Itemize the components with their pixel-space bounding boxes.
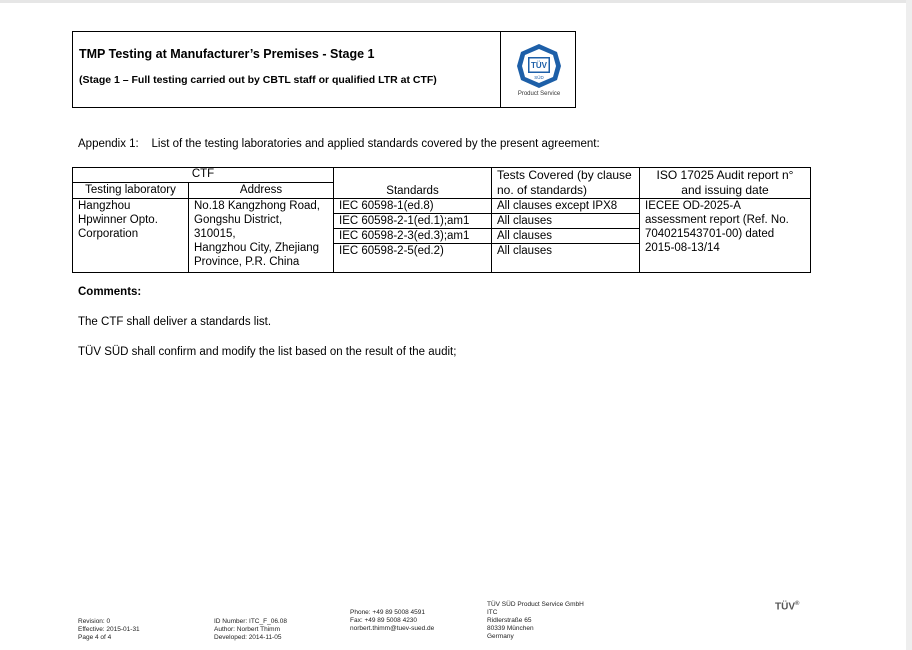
- appendix-text: List of the testing laboratories and applied standards covered by the present agreement:: [151, 138, 600, 150]
- tests-header: Tests Covered (by clause no. of standards): [492, 168, 640, 199]
- table-row: [73, 199, 811, 214]
- footer-line: ID Number: ITC_F_06.08: [214, 618, 287, 625]
- comments-heading: Comments:: [78, 286, 142, 298]
- logo-caption: Product Service: [517, 91, 561, 97]
- lab-cell: [73, 199, 189, 273]
- logo-text: TÜV: [531, 61, 547, 70]
- tests-cell: All clauses: [492, 214, 640, 229]
- lab-line: Hangzhou: [78, 200, 131, 212]
- standard-cell: IEC 60598-1(ed.8): [334, 199, 492, 214]
- iso-line: assessment report (Ref. No.: [645, 214, 789, 226]
- address-line: Hangzhou City, Zhejiang: [194, 242, 320, 254]
- address-cell: [189, 199, 334, 273]
- standard-cell: IEC 60598-2-1(ed.1);am1: [334, 214, 492, 229]
- logo-subtext: SÜD: [534, 75, 544, 80]
- appendix-line: [78, 138, 600, 150]
- lab-line: Corporation: [78, 228, 139, 240]
- footer-line: Author: Norbert Thimm: [214, 626, 280, 633]
- iso-line: 704021543701-00) dated: [645, 228, 775, 240]
- document-subtitle: (Stage 1 – Full testing carried out by CBTL staff or qualified LTR at CTF): [79, 74, 437, 86]
- tests-cell: All clauses: [492, 244, 640, 273]
- address-header: Address: [189, 182, 334, 198]
- standards-header: Standards: [334, 168, 492, 199]
- laboratory-table: [72, 167, 811, 273]
- footer-line: norbert.thimm@tuev-sued.de: [350, 625, 435, 632]
- tests-cell: All clauses except IPX8: [492, 199, 640, 214]
- iso-line: 2015-08-13/14: [645, 242, 720, 254]
- footer-id-block: [214, 618, 287, 642]
- footer-line: Effective: 2015-01-31: [78, 626, 140, 633]
- footer-line: 80339 München: [487, 625, 534, 632]
- iso-line: IECEE OD-2025-A: [645, 200, 741, 212]
- footer-line: Developed: 2014-11-05: [214, 634, 282, 641]
- footer-line: Germany: [487, 633, 514, 640]
- footer-brand-text: TÜV: [775, 601, 795, 613]
- footer-brand: [775, 601, 799, 612]
- footer-line: Revision: 0: [78, 618, 111, 625]
- ctf-group-header: CTF: [73, 168, 334, 183]
- footer-revision-block: [78, 618, 140, 642]
- footer-line: Phone: +49 89 5008 4591: [350, 609, 426, 616]
- iso-cell: [640, 199, 811, 273]
- table-header-row: [73, 168, 811, 183]
- tests-cell: All clauses: [492, 229, 640, 244]
- tuv-logo-icon: [511, 42, 567, 90]
- footer-address-block: [487, 601, 584, 641]
- address-line: 310015,: [194, 228, 236, 240]
- logo-cell: [500, 32, 577, 107]
- header-box: [72, 31, 576, 108]
- comment-line: The CTF shall deliver a standards list.: [78, 316, 272, 328]
- registered-mark: ®: [795, 601, 800, 607]
- footer-line: Page 4 of 4: [78, 634, 112, 641]
- appendix-label: Appendix 1:: [78, 138, 139, 150]
- iso-header: ISO 17025 Audit report n° and issuing date: [640, 168, 811, 199]
- document-title: TMP Testing at Manufacturer’s Premises - Stage 1: [79, 47, 375, 61]
- top-border: [0, 0, 912, 3]
- standard-cell: IEC 60598-2-5(ed.2): [334, 244, 492, 273]
- footer-line: ITC: [487, 609, 498, 616]
- lab-header: Testing laboratory: [73, 182, 189, 198]
- address-line: No.18 Kangzhong Road,: [194, 200, 320, 212]
- address-line: Province, P.R. China: [194, 256, 300, 268]
- footer-contact-block: [350, 609, 434, 633]
- comment-line: TÜV SÜD shall confirm and modify the list based on the result of the audit;: [78, 346, 457, 358]
- lab-line: Hpwinner Opto.: [78, 214, 158, 226]
- footer-line: Fax: +49 89 5008 4230: [350, 617, 418, 624]
- footer-line: Ridlerstraße 65: [487, 617, 532, 624]
- footer-line: TÜV SÜD Product Service GmbH: [487, 601, 584, 608]
- right-border: [906, 0, 912, 650]
- address-line: Gongshu District,: [194, 214, 283, 226]
- standard-cell: IEC 60598-2-3(ed.3);am1: [334, 229, 492, 244]
